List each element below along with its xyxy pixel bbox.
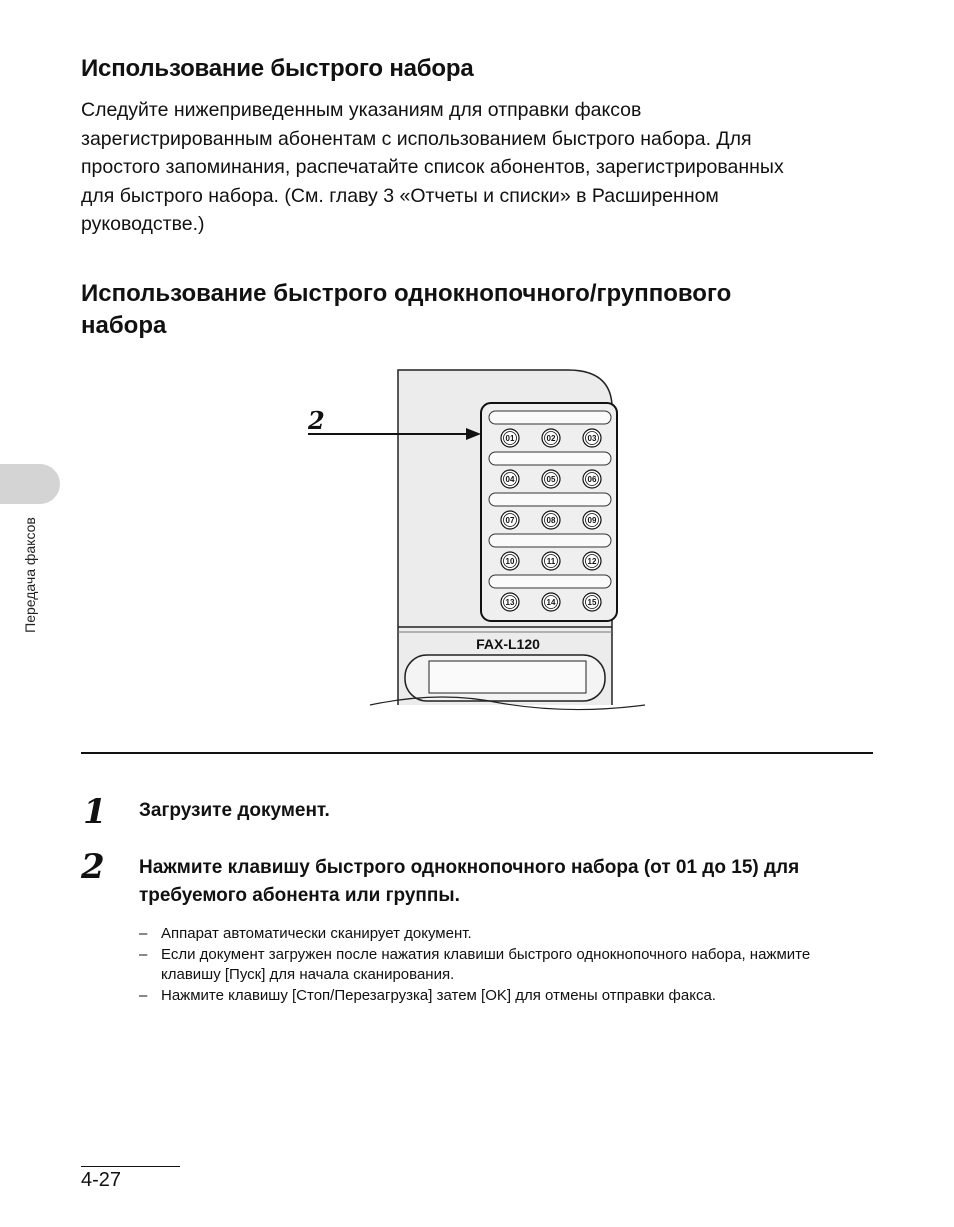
one-touch-key-label: 07 — [505, 516, 515, 525]
one-touch-key-label: 05 — [546, 475, 556, 484]
section-title: Использование быстрого набора — [81, 55, 474, 82]
key-label-strip — [489, 411, 611, 424]
model-label: FAX-L120 — [476, 636, 540, 652]
chapter-side-label: Передача факсов — [22, 517, 38, 633]
note-text: Аппарат автоматически сканирует документ. — [161, 925, 472, 942]
one-touch-key-label: 12 — [587, 557, 597, 566]
subsection-title — [81, 278, 861, 342]
note-item — [139, 945, 859, 986]
key-label-strip — [489, 575, 611, 588]
intro-line: для быстрого набора. (См. главу 3 «Отчеты и списки» в Расширенном — [81, 184, 719, 207]
page-number: 4-27 — [81, 1169, 122, 1191]
subsection-title-line: набора — [81, 312, 167, 339]
intro-line: руководстве.) — [81, 213, 205, 236]
intro-line: Следуйте нижеприведенным указаниям для отправки факсов — [81, 99, 642, 121]
one-touch-key-label: 11 — [546, 557, 556, 566]
note-text: Нажмите клавишу [Стоп/Перезагрузка] затем [OK] для отмены отправки факса. — [161, 986, 716, 1004]
chapter-tab — [0, 464, 60, 504]
note-dash: – — [139, 945, 148, 963]
note-dash: – — [139, 986, 148, 1004]
one-touch-key-label: 14 — [546, 598, 556, 607]
section-rule — [81, 752, 873, 754]
one-touch-key-label: 06 — [587, 475, 597, 484]
one-touch-key-label: 13 — [505, 598, 515, 607]
one-touch-key-label: 15 — [587, 598, 597, 607]
one-touch-key-label: 09 — [587, 516, 597, 525]
one-touch-key-label: 03 — [587, 434, 597, 443]
key-label-strip — [489, 452, 611, 465]
display-screen — [429, 661, 586, 693]
one-touch-key-label: 10 — [505, 557, 515, 566]
step-text: Загрузите документ. — [139, 800, 330, 821]
footer-rule — [81, 1166, 180, 1167]
note-text: Если документ загружен после нажатия клавиши быстрого однокнопочного набора, нажмите клавишу [Пуск] для начала сканирования. — [161, 945, 811, 983]
step-number: 1 — [83, 792, 107, 832]
subsection-title-line: Использование быстрого однокнопочного/группового — [81, 280, 732, 307]
fax-panel-illustration — [300, 365, 660, 725]
step-text: Нажмите клавишу быстрого однокнопочного набора (от 01 до 15) для требуемого абонента или группы. — [139, 857, 800, 906]
one-touch-key-label: 08 — [546, 516, 556, 525]
intro-line: простого запоминания, распечатайте список абонентов, зарегистрированных — [81, 156, 784, 179]
step-number: 2 — [81, 847, 105, 887]
intro-line: зарегистрированным абонентам с использованием быстрого набора. Для — [81, 127, 752, 150]
intro-paragraph — [81, 96, 881, 239]
note-item — [139, 986, 859, 1007]
one-touch-key-label: 04 — [505, 475, 515, 484]
callout-number: 2 — [308, 406, 325, 435]
one-touch-key-label: 02 — [546, 434, 556, 443]
note-item — [139, 924, 859, 945]
key-label-strip — [489, 493, 611, 506]
key-label-strip — [489, 534, 611, 547]
step-notes — [139, 924, 859, 1006]
note-dash: – — [139, 925, 148, 942]
one-touch-key-label: 01 — [505, 434, 515, 443]
